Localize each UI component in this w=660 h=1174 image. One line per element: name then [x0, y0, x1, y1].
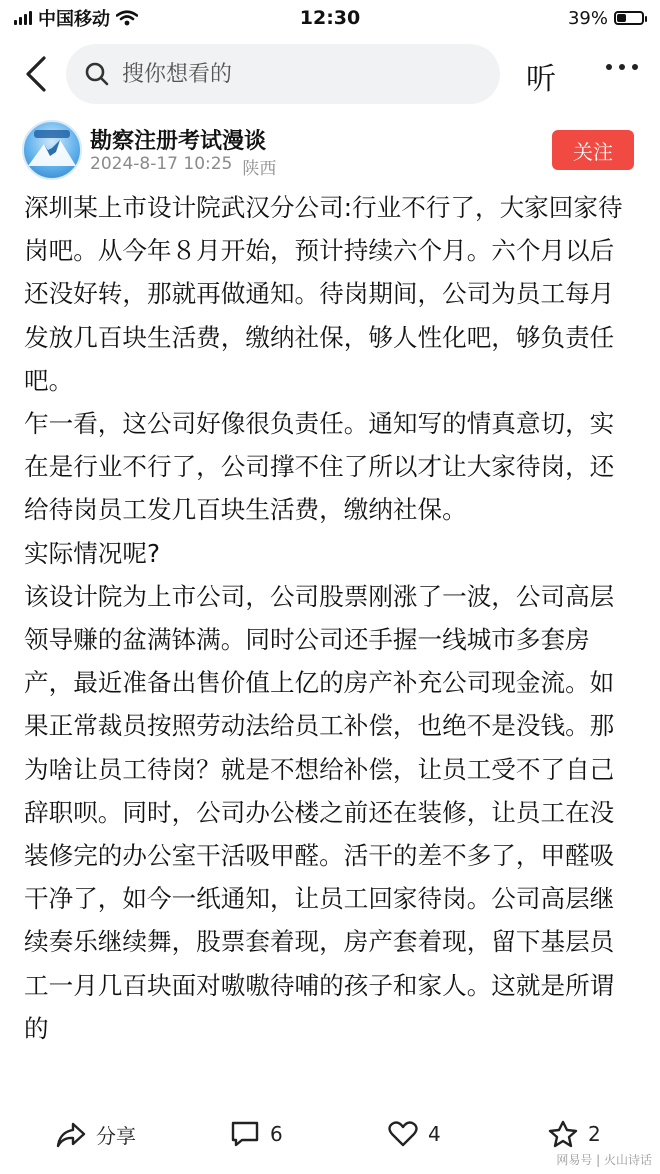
share-button[interactable]: [56, 1120, 136, 1149]
paragraph: 该设计院为上市公司，公司股票刚涨了一波，公司高层领导赚的盆满钵满。同时公司还手握一线城市多套房产，最近准备出售价值上亿的房产补充公司现金流。如果正常裁员按照劳动法给员工补偿，也绝不是没钱。那为啥让员工待岗？就是不想给补偿，让员工受不了自己辞职呗。同时，公司办公楼之前还在装修，让员工在没装修完的办公室干活吸甲醛。活干的差不多了，甲醛吸干净了，如今一纸通知，让员工回家待岗。公司高层继续奏乐继续舞，股票套着现，房产套着现，留下基层员工一月几百块面对嗷嗷待哺的孩子和家人。这就是所谓的: [24, 581, 615, 1043]
favorite-button[interactable]: [548, 1120, 601, 1148]
status-right: [568, 8, 644, 29]
search-input[interactable]: [120, 61, 484, 88]
search-icon: [84, 61, 110, 87]
listen-button[interactable]: 听: [526, 62, 556, 97]
battery-fill: [617, 14, 626, 22]
search-header: [0, 40, 660, 106]
heart-icon: [388, 1120, 418, 1148]
bottom-action-bar: [0, 1100, 660, 1174]
share-icon: [56, 1121, 86, 1149]
comment-icon: [230, 1120, 260, 1148]
back-arrow-icon[interactable]: [20, 54, 54, 94]
comment-button[interactable]: [230, 1120, 283, 1148]
share-label: 分享: [96, 1124, 136, 1148]
author-avatar[interactable]: [22, 120, 82, 180]
publish-date: 2024-8-17 10:25: [90, 154, 233, 174]
like-button[interactable]: [388, 1120, 441, 1148]
clock: 12:30: [299, 7, 361, 29]
author-name[interactable]: 勘察注册考试漫谈: [90, 129, 267, 154]
paragraph: 实际情况呢?: [24, 538, 161, 568]
carrier-label: 中国移动: [38, 9, 110, 30]
follow-button[interactable]: 关注: [552, 130, 634, 170]
battery-icon: [614, 11, 644, 25]
paragraph: 深圳某上市设计院武汉分公司:行业不行了，大家回家待岗吧。从今年８月开始，预计持续六个月。六个月以后还没好转，那就再做通知。待岗期间，公司为员工每月发放几百块生活费，缴纳社保，够人性化吧，够负责任吧。: [24, 193, 623, 395]
author-row: [0, 120, 660, 184]
watermark: 网易号 | 火山诗话: [556, 1153, 652, 1167]
search-bar[interactable]: [66, 44, 500, 104]
star-icon: [548, 1120, 578, 1148]
publish-location: 陕西: [242, 159, 277, 179]
like-count: 4: [428, 1122, 441, 1146]
mountain-logo-icon: [24, 122, 80, 178]
status-bar: [0, 0, 660, 36]
article-body: [24, 186, 638, 1092]
more-options-icon[interactable]: [606, 64, 638, 70]
author-meta: [90, 154, 276, 179]
paragraph: 乍一看，这公司好像很负责任。通知写的情真意切，实在是行业不行了，公司撑不住了所以才让大家待岗，还给待岗员工发几百块生活费，缴纳社保。: [24, 409, 615, 525]
favorite-count: 2: [588, 1122, 601, 1146]
comment-count: 6: [270, 1122, 283, 1146]
battery-percent: 39%: [567, 7, 608, 29]
